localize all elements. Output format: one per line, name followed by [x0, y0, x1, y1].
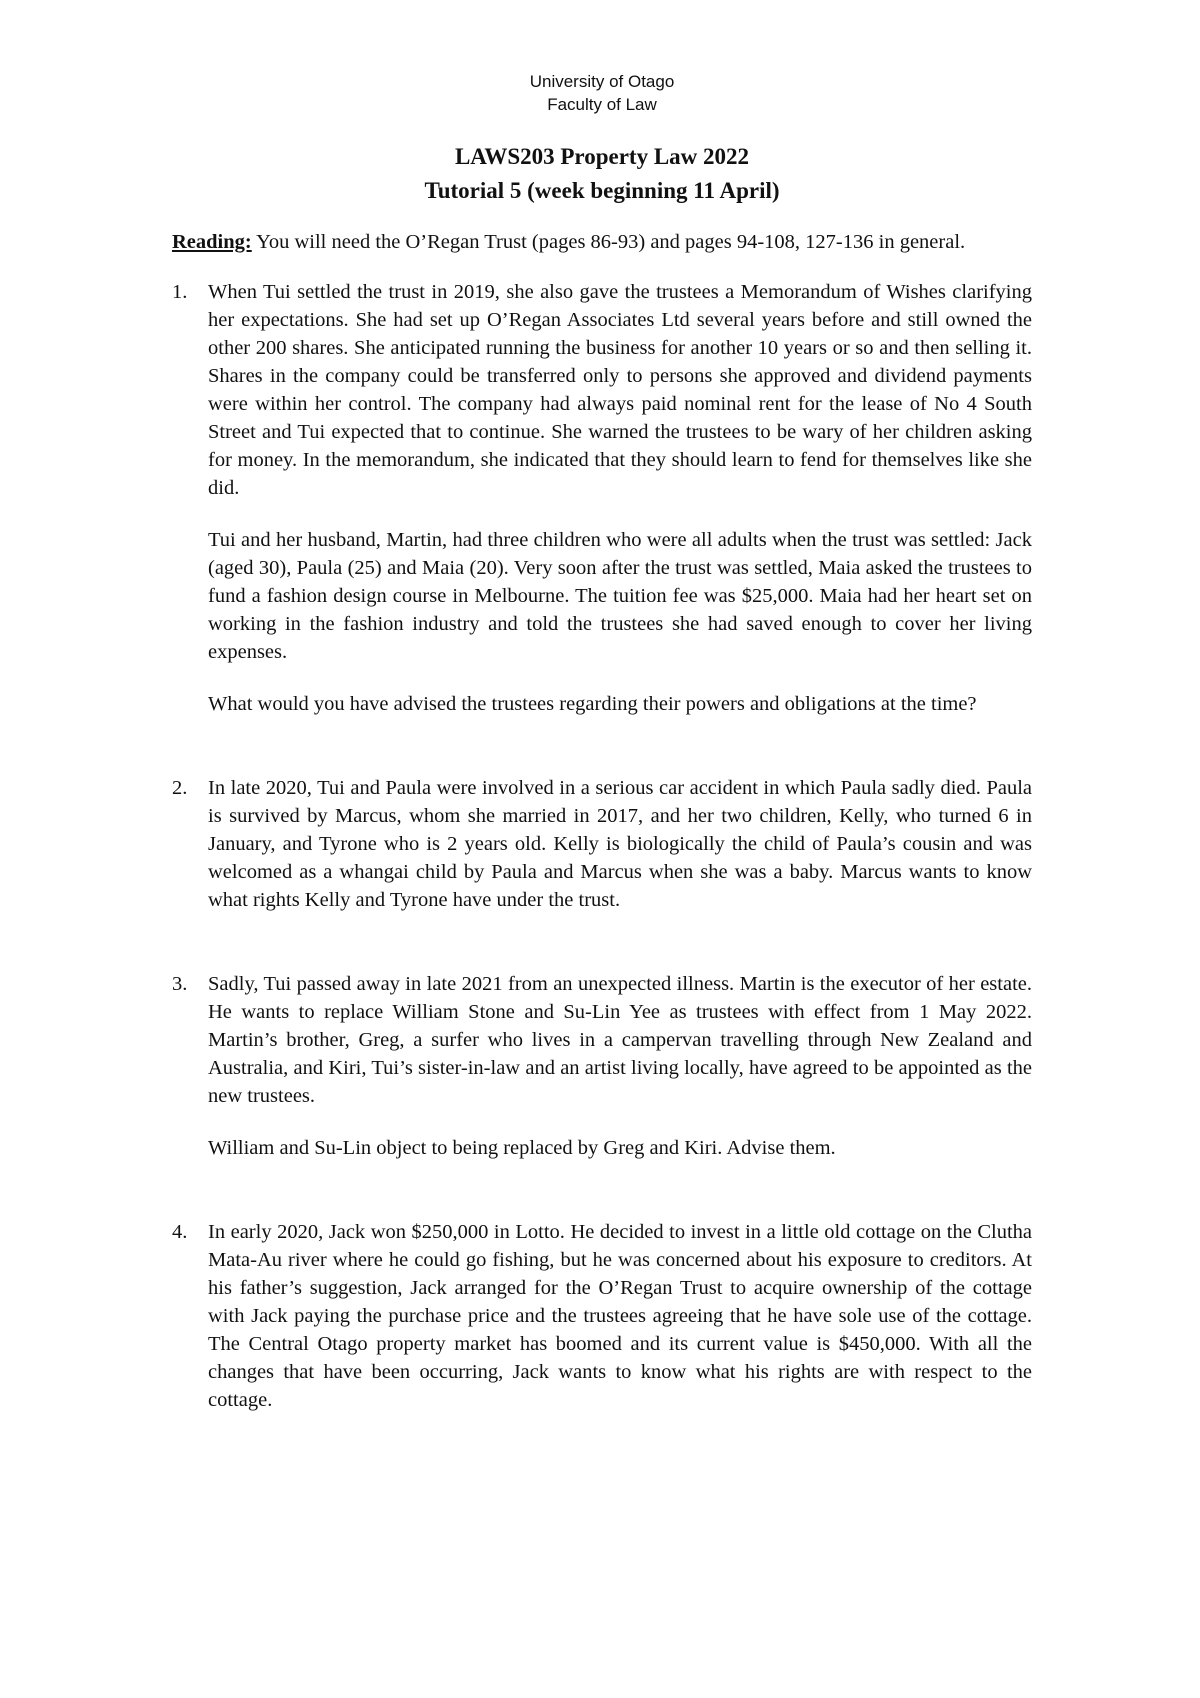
document-title — [172, 140, 1032, 208]
reading-note — [172, 228, 1032, 256]
question-item — [172, 1218, 1032, 1414]
question-paragraph: In late 2020, Tui and Paula were involved in a serious car accident in which Paula sadly died. Paula is survived by Marcus, whom she married in 2017, and her two children, Kelly, who turned 6 in January, and Tyrone who is 2 years old. Kelly is biologically the child of Paula’s cousin and was welcomed as a whangai child by Paula and Marcus when she was a baby. Marcus wants to know what rights Kelly and Tyrone have under the trust. — [208, 777, 1032, 911]
question-number: 1. — [172, 281, 188, 303]
question-paragraph: Sadly, Tui passed away in late 2021 from an unexpected illness. Martin is the executor of her estate. He wants to replace William Stone and Su-Lin Yee as trustees with effect from 1 May 2022. Martin’s brother, Greg, a surfer who lives in a campervan travelling through New Zealand and Australia, and Kiri, Tui’s sister-in-law and an artist living locally, have agreed to be appointed as the new trustees. — [208, 973, 1032, 1107]
question-number: 4. — [172, 1221, 188, 1243]
tutorial-title: Tutorial 5 (week beginning 11 April) — [424, 178, 780, 203]
question-paragraph: When Tui settled the trust in 2019, she also gave the trustees a Memorandum of Wishes clarifying her expectations. She had set up O’Regan Associates Ltd several years before and still owned the other 200 shares. She anticipated running the business for another 10 years or so and then selling it. Shares in the company could be transferred only to persons she approved and dividend payments were within her control. The company had always paid nominal rent for the lease of No 4 South Street and Tui expected that to continue. She warned the trustees to be wary of her children asking for money. In the memorandum, she indicated that they should learn to fend for themselves like she did. — [208, 281, 1032, 499]
document-page — [172, 70, 1032, 1414]
question-number: 3. — [172, 973, 188, 995]
question-number: 2. — [172, 777, 188, 799]
reading-label: Reading: — [172, 231, 252, 253]
question-item — [172, 278, 1032, 718]
institution-header — [172, 70, 1032, 116]
university-name: University of Otago — [529, 72, 675, 91]
question-prompt: William and Su-Lin object to being replaced by Greg and Kiri. Advise them. — [208, 1137, 836, 1159]
faculty-name: Faculty of Law — [547, 95, 657, 114]
question-item — [172, 774, 1032, 914]
course-title: LAWS203 Property Law 2022 — [454, 144, 750, 169]
question-prompt: What would you have advised the trustees regarding their powers and obligations at the time? — [208, 693, 977, 715]
question-item — [172, 970, 1032, 1162]
question-paragraph: Tui and her husband, Martin, had three children who were all adults when the trust was settled: Jack (aged 30), Paula (25) and Maia (20). Very soon after the trust was settled, Maia asked the trustees to fund a fashion design course in Melbourne. The tuition fee was $25,000. Maia had her heart set on working in the fashion industry and told the trustees she had saved enough to cover her living expenses. — [208, 529, 1032, 663]
question-paragraph: In early 2020, Jack won $250,000 in Lotto. He decided to invest in a little old cottage on the Clutha Mata-Au river where he could go fishing, but he was concerned about his exposure to creditors. At his father’s suggestion, Jack arranged for the O’Regan Trust to acquire ownership of the cottage with Jack paying the purchase price and the trustees agreeing that he have sole use of the cottage. The Central Otago property market has boomed and its current value is $450,000. With all the changes that have been occurring, Jack wants to know what his rights are with respect to the cottage. — [208, 1221, 1032, 1411]
reading-text: You will need the O’Regan Trust (pages 86-93) and pages 94-108, 127-136 in general. — [251, 231, 966, 253]
question-list — [172, 278, 1032, 1414]
